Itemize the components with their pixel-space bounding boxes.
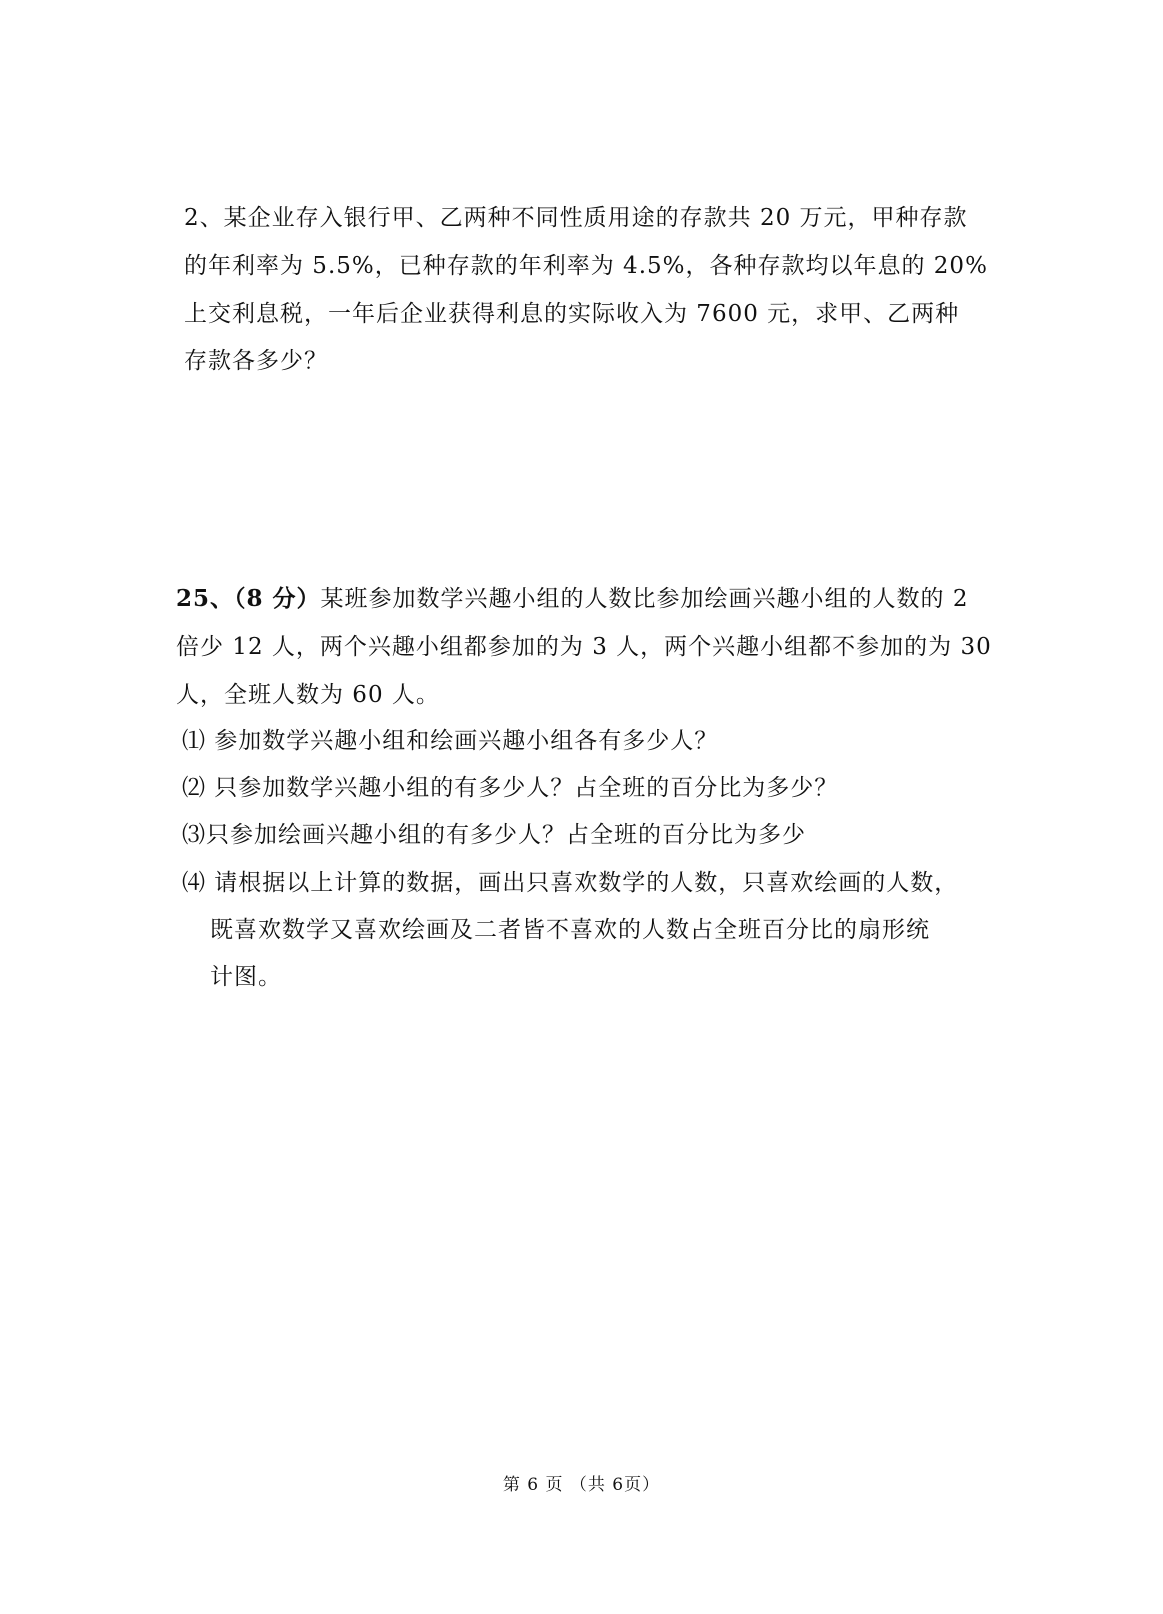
sub-question-4-continuation-2: 计图。: [210, 964, 282, 990]
sub-question-1: ⑴ 参加数学兴趣小组和绘画兴趣小组各有多少人？: [182, 728, 719, 754]
problem-25-number: 25、（8 分）: [176, 585, 321, 612]
page-footer: 第 6 页 （共 6页）: [502, 1475, 661, 1495]
sub-question-4-continuation-1: 既喜欢数学又喜欢绘画及二者皆不喜欢的人数占全班百分比的扇形统: [210, 917, 930, 943]
problem-2-line-4: 存款各多少？: [184, 348, 328, 374]
problem-25-line-2: 倍少 12 人，两个兴趣小组都参加的为 3 人，两个兴趣小组都不参加的为 30: [176, 634, 992, 660]
sub-question-2: ⑵ 只参加数学兴趣小组的有多少人？占全班的百分比为多少？: [182, 775, 839, 801]
problem-25-line-3: 人，全班人数为 60 人。: [176, 682, 440, 708]
problem-25-line-1: [176, 584, 968, 614]
problem-2-line-2: 的年利率为 5.5%，已种存款的年利率为 4.5%，各种存款均以年息的 20%: [184, 253, 988, 279]
problem-2-line-3: 上交利息税，一年后企业获得利息的实际收入为 7600 元，求甲、乙两种: [184, 301, 960, 327]
problem-25-text-1: 某班参加数学兴趣小组的人数比参加绘画兴趣小组的人数的 2: [320, 586, 969, 612]
problem-2-line-1: 2、某企业存入银行甲、乙两种不同性质用途的存款共 20 万元，甲种存款: [184, 205, 968, 231]
sub-question-4: ⑷ 请根据以上计算的数据，画出只喜欢数学的人数，只喜欢绘画的人数，: [182, 870, 959, 896]
sub-question-3: ⑶只参加绘画兴趣小组的有多少人？占全班的百分比为多少: [182, 822, 806, 848]
